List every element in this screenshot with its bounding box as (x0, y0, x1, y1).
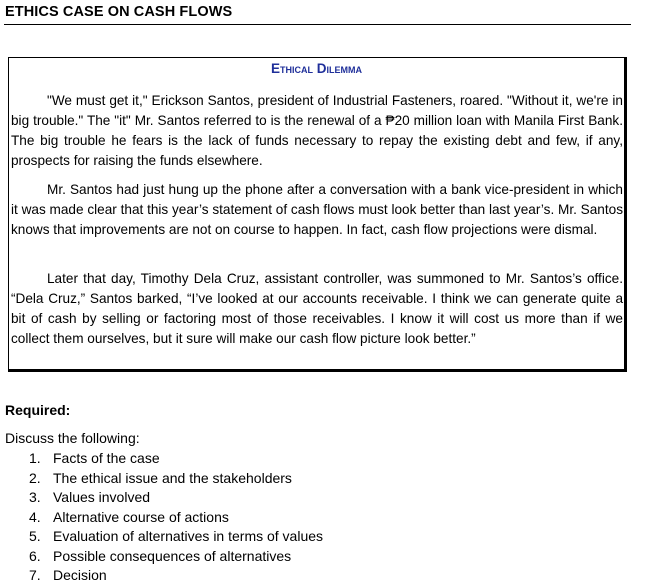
list-item-number: 4. (29, 508, 41, 525)
case-paragraph-2: Mr. Santos had just hung up the phone after a conversation with a bank vice-president in which it was made clear that this year’s statement of cash flows must look better than last year’s. Mr. Santos knows that improvements are not on course to happen. In fact, cash flow projections were dismal. (11, 182, 623, 237)
required-label: Required: (5, 402, 71, 418)
list-item (29, 547, 323, 567)
list-item-number: 6. (29, 547, 41, 564)
list-item (29, 449, 323, 469)
box-heading: Ethical Dilemma (271, 61, 362, 76)
list-item-text: Evaluation of alternatives in terms of values (53, 528, 324, 544)
page-title: ETHICS CASE ON CASH FLOWS (5, 4, 233, 20)
list-item (29, 488, 323, 508)
list-item-text: The ethical issue and the stakeholders (53, 469, 292, 486)
discuss-intro: Discuss the following: (5, 430, 140, 446)
list-item (29, 566, 323, 586)
case-paragraph-3: Later that day, Timothy Dela Cruz, assistant controller, was summoned to Mr. Santos’s office. “Dela Cruz,” Santos barked, “I’ve looked at our accounts receivable. I think we can generate quite a bit of cash by selling or factoring most of those receivables. I know it will cost us more than if we collect them ourselves, but it sure will make our cash flow picture look better.” (11, 271, 623, 346)
title-divider (4, 24, 631, 25)
list-item-text: Values involved (53, 489, 151, 505)
list-item-text: Facts of the case (53, 450, 160, 466)
ethical-dilemma-box (8, 57, 627, 372)
requirements-list (29, 449, 323, 586)
list-item-text: Decision (53, 567, 107, 583)
list-item-number: 2. (29, 469, 41, 486)
list-item-number: 1. (29, 450, 41, 466)
list-item-text: Alternative course of actions (53, 508, 229, 525)
list-item (29, 508, 323, 528)
list-item-number: 5. (29, 528, 41, 544)
list-item-number: 3. (29, 489, 41, 505)
list-item-text: Possible consequences of alternatives (53, 547, 292, 564)
list-item-number: 7. (29, 567, 41, 583)
case-paragraph-1: "We must get it," Erickson Santos, president of Industrial Fasteners, roared. "Without it, we're in big trouble." The "it" Mr. Santos referred to is the renewal of a ₱20 million loan with Manila First Bank. The big trouble he fears is the lack of funds necessary to repay the existing debt and few, if any, prospects for raising the funds elsewhere. (11, 93, 623, 168)
list-item (29, 527, 323, 547)
list-item (29, 469, 323, 489)
